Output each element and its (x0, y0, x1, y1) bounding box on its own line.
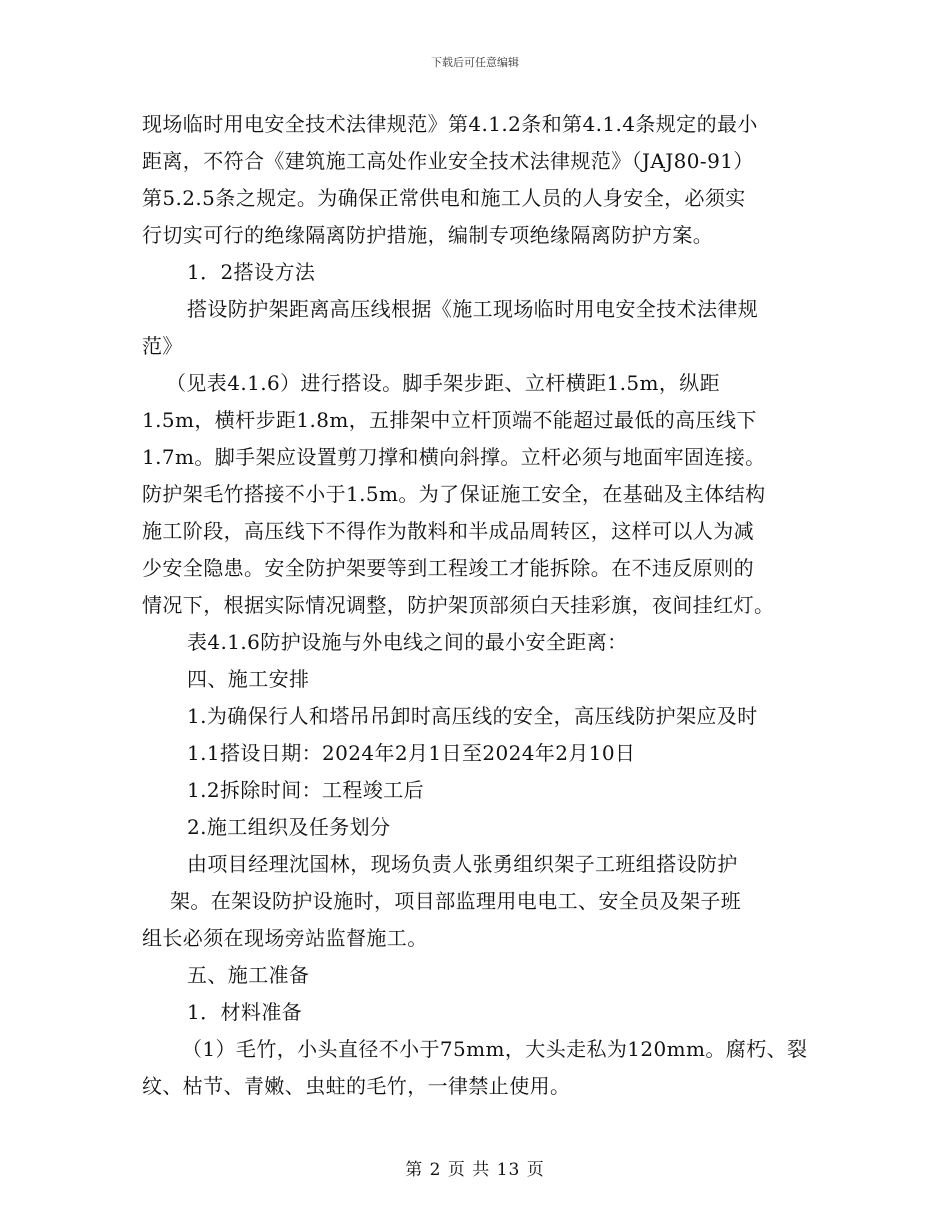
section-heading: 1．2搭设方法 (187, 260, 316, 284)
section-heading: 四、施工安排 (187, 667, 310, 691)
text-line: 现场临时用电安全技术法律规范》第4.1.2条和第4.1.4条规定的最小 (142, 112, 758, 136)
text-line: 1.7m。脚手架应设置剪刀撑和横向斜撑。立杆必须与地面牢固连接。 (142, 445, 766, 469)
text-line: 1.1搭设日期：2024年2月1日至2024年2月10日 (187, 741, 636, 765)
text-line: 搭设防护架距离高压线根据《施工现场临时用电安全技术法律规 (187, 297, 759, 321)
section-heading: 1．材料准备 (187, 1000, 303, 1024)
text-line: 1.为确保行人和塔吊吊卸时高压线的安全，高压线防护架应及时 (187, 704, 758, 728)
text-line: 距离，不符合《建筑施工高处作业安全技术法律规范》（JAJ80-91） (142, 149, 754, 173)
text-line: 纹、枯节、青嫩、虫蛀的毛竹，一律禁止使用。 (142, 1074, 571, 1098)
text-line: 施工阶段，高压线下不得作为散料和半成品周转区，这样可以人为减 (142, 519, 754, 543)
text-line: 范》 (142, 334, 183, 358)
section-heading: 五、施工准备 (187, 963, 310, 987)
page-number: 第 2 页 共 13 页 (405, 1160, 545, 1180)
text-line: 由项目经理沈国林，现场负责人张勇组织架子工班组搭设防护 (187, 852, 738, 876)
page-header: 下载后可任意编辑 (431, 56, 519, 69)
text-line: 组长必须在现场旁站监督施工。 (142, 926, 428, 950)
text-line: 第5.2.5条之规定。为确保正常供电和施工人员的人身安全，必须实 (142, 186, 746, 210)
text-line: （1）毛竹，小头直径不小于75mm，大头走私为120mm。腐朽、裂 (182, 1037, 808, 1061)
text-line: （见表4.1.6）进行搭设。脚手架步距、立杆横距1.5m，纵距 (166, 371, 721, 395)
text-line: 行切实可行的绝缘隔离防护措施，编制专项绝缘隔离防护方案。 (142, 223, 714, 247)
table-caption: 表4.1.6防护设施与外电线之间的最小安全距离： (187, 630, 628, 654)
text-line: 1.5m，横杆步距1.8m，五排架中立杆顶端不能超过最低的高压线下 (142, 408, 757, 432)
section-heading: 2.施工组织及任务划分 (187, 815, 391, 839)
text-line: 少安全隐患。安全防护架要等到工程竣工才能拆除。在不违反原则的 (142, 556, 754, 580)
text-line: 情况下，根据实际情况调整，防护架顶部须白天挂彩旗，夜间挂红灯。 (142, 593, 775, 617)
document-body (142, 106, 822, 1105)
text-line: 架。在架设防护设施时，项目部监理用电电工、安全员及架子班 (170, 889, 742, 913)
text-line: 防护架毛竹搭接不小于1.5m。为了保证施工安全，在基础及主体结构 (142, 482, 766, 506)
text-line: 1.2拆除时间：工程竣工后 (187, 778, 425, 802)
